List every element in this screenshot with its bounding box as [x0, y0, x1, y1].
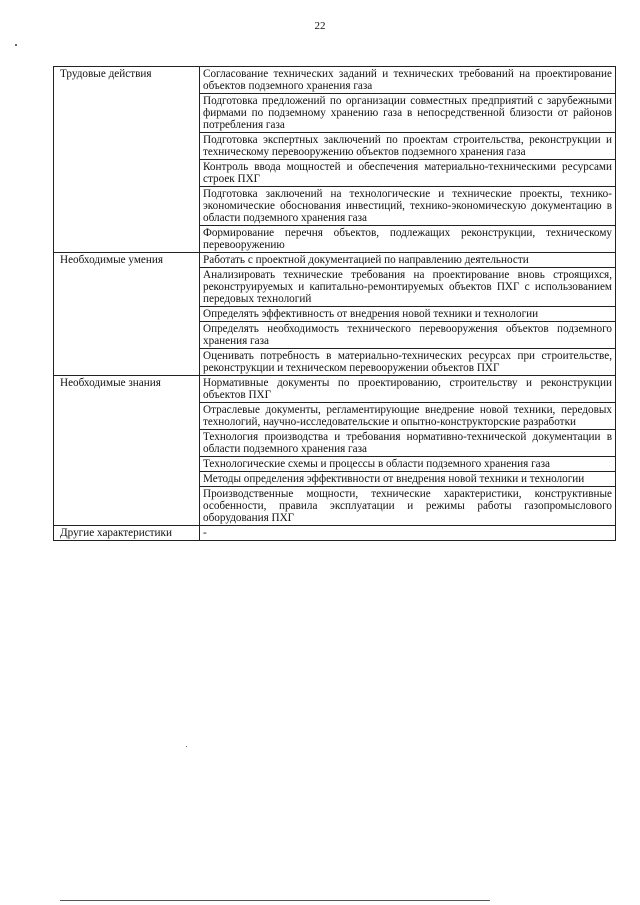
list-item: Согласование технических заданий и технических требований на проектирование объектов подземного хранения газа [200, 67, 616, 94]
list-item: Определять необходимость технического перевооружения объектов подземного хранения газа [200, 322, 616, 349]
section-header-required-skills: Необходимые умения [54, 253, 200, 376]
list-item: Отраслевые документы, регламентирующие внедрение новой техники, передовых технологий, научно-исследовательские и опытно-конструкторские разработки [200, 403, 616, 430]
list-item: Подготовка экспертных заключений по проектам строительства, реконструкции и техническому перевооружению объектов подземного хранения газа [200, 133, 616, 160]
list-item: Подготовка предложений по организации совместных предприятий с зарубежными фирмами по подземному хранению газа в непосредственной близости от районов потребления газа [200, 94, 616, 133]
list-item: Формирование перечня объектов, подлежащих реконструкции, техническому перевооружению [200, 226, 616, 253]
list-item: Контроль ввода мощностей и обеспечения материально-техническими ресурсами строек ПХГ [200, 160, 616, 187]
list-item: Анализировать технические требования на проектирование вновь строящихся, реконструируемых и капитально-ремонтируемых объектов ПХГ с использованием передовых технологий [200, 268, 616, 307]
list-item: Методы определения эффективности от внедрения новой техники и технологии [200, 472, 616, 487]
list-item: Нормативные документы по проектированию, строительству и реконструкции объектов ПХГ [200, 376, 616, 403]
section-header-required-knowledge: Необходимые знания [54, 376, 200, 526]
table-row [54, 253, 616, 268]
section-header-other-characteristics: Другие характеристики [54, 526, 200, 541]
list-item: Производственные мощности, технические характеристики, конструктивные особенности, правила эксплуатации и режимы работы газопромыслового оборудования ПХГ [200, 487, 616, 526]
table-row [54, 67, 616, 94]
list-item: Работать с проектной документацией по направлению деятельности [200, 253, 616, 268]
list-item: Подготовка заключений на технологические и технические проекты, технико-экономические обоснования инвестиций, технико-экономическую документацию в области подземного хранения газа [200, 187, 616, 226]
scan-speck [186, 746, 187, 747]
list-item: Технология производства и требования нормативно-технической документации в области подземного хранения газа [200, 430, 616, 457]
table-row [54, 526, 616, 541]
list-item: Оценивать потребность в материально-технических ресурсах при строительстве, реконструкции и техническом перевооружении объектов ПХГ [200, 349, 616, 376]
page-number: 22 [314, 20, 326, 32]
list-item: - [200, 526, 616, 541]
list-item: Технологические схемы и процессы в области подземного хранения газа [200, 457, 616, 472]
list-item: Определять эффективность от внедрения новой техники и технологии [200, 307, 616, 322]
table-row [54, 376, 616, 403]
scan-speck [15, 44, 17, 46]
competency-table [53, 66, 616, 541]
page-bottom-rule [60, 900, 490, 901]
section-header-labor-actions: Трудовые действия [54, 67, 200, 253]
